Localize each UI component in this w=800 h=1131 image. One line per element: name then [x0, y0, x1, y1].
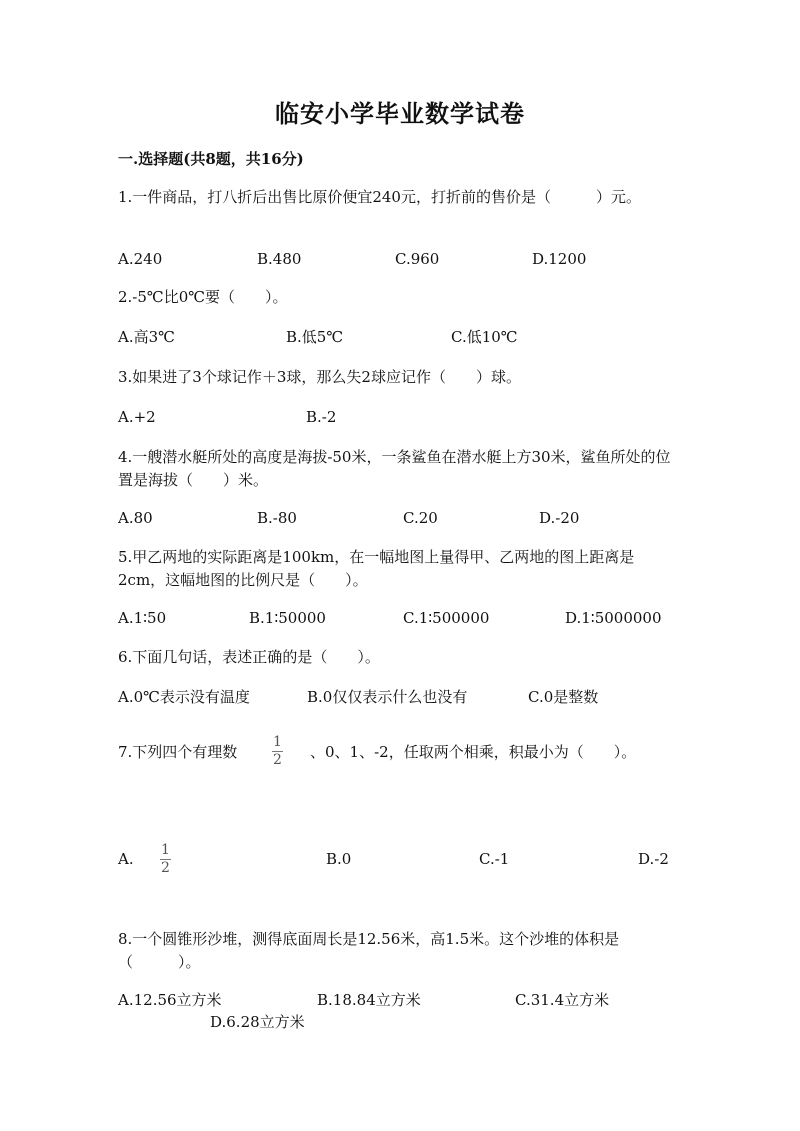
question-3: 3.如果进了3个球记作＋3球，那么失2球应记作（ ）球。: [118, 368, 521, 386]
q7-fraction: [272, 735, 283, 768]
q8-option-b[interactable]: B.18.84立方米: [317, 991, 421, 1009]
page-title: 临安小学毕业数学试卷: [275, 99, 525, 128]
q7-option-c[interactable]: C.-1: [479, 850, 510, 868]
fraction-numerator: 1: [273, 734, 282, 750]
fraction-numerator: 1: [161, 842, 170, 858]
q2-option-c[interactable]: C.低10℃: [451, 328, 518, 346]
q5-option-b[interactable]: B.1∶50000: [249, 609, 326, 627]
q6-option-a[interactable]: A.0℃表示没有温度: [118, 688, 250, 706]
q8-option-c[interactable]: C.31.4立方米: [515, 991, 610, 1009]
q4-option-d[interactable]: D.-20: [539, 509, 580, 527]
q1-option-d[interactable]: D.1200: [532, 250, 587, 268]
q8-option-a[interactable]: A.12.56立方米: [118, 991, 222, 1009]
question-4: 4.一艘潜水艇所处的高度是海拔-50米，一条鲨鱼在潜水艇上方30米，鲨鱼所处的位置是海拔（ ）米。: [118, 448, 671, 489]
fraction-denominator: 2: [273, 752, 282, 768]
q4-option-c[interactable]: C.20: [403, 509, 438, 527]
q5-option-d[interactable]: D.1∶5000000: [565, 609, 662, 627]
q7-option-d[interactable]: D.-2: [638, 850, 669, 868]
question-6: 6.下面几句话，表述正确的是（ ）。: [118, 648, 380, 666]
q6-option-c[interactable]: C.0是整数: [528, 688, 599, 706]
question-8: 8.一个圆锥形沙堆，测得底面周长是12.56米，高1.5米。这个沙堆的体积是（ ）。: [118, 930, 620, 971]
question-7-text-before: 7.下列四个有理数: [118, 743, 238, 761]
q7-option-a-fraction[interactable]: [160, 843, 171, 876]
fraction-denominator: 2: [161, 860, 170, 876]
section-heading: 一.选择题(共8题，共16分): [118, 150, 304, 168]
q1-option-a[interactable]: A.240: [118, 250, 163, 268]
q4-option-b[interactable]: B.-80: [257, 509, 297, 527]
q2-option-b[interactable]: B.低5℃: [286, 328, 344, 346]
question-2: 2.-5℃比0℃要（ ）。: [118, 288, 288, 306]
q3-option-b[interactable]: B.-2: [306, 408, 337, 426]
question-1: 1.一件商品，打八折后出售比原价便宜240元，打折前的售价是（ ）元。: [118, 188, 641, 206]
question-5: 5.甲乙两地的实际距离是100km，在一幅地图上量得甲、乙两地的图上距离是2cm，这幅地图的比例尺是（ ）。: [118, 548, 635, 589]
q7-option-b[interactable]: B.0: [326, 850, 352, 868]
q5-option-a[interactable]: A.1∶50: [118, 609, 167, 627]
q8-option-d[interactable]: D.6.28立方米: [210, 1013, 305, 1031]
question-7-text-after: 、0、1、-2，任取两个相乘，积最小为（ ）。: [310, 743, 637, 761]
q2-option-a[interactable]: A.高3℃: [118, 328, 175, 346]
q1-option-c[interactable]: C.960: [395, 250, 440, 268]
q7-option-a[interactable]: A.: [118, 850, 134, 868]
q1-option-b[interactable]: B.480: [257, 250, 302, 268]
q5-option-c[interactable]: C.1∶500000: [403, 609, 490, 627]
q4-option-a[interactable]: A.80: [118, 509, 153, 527]
q3-option-a[interactable]: A.+2: [118, 408, 156, 426]
q6-option-b[interactable]: B.0仅仅表示什么也没有: [307, 688, 468, 706]
